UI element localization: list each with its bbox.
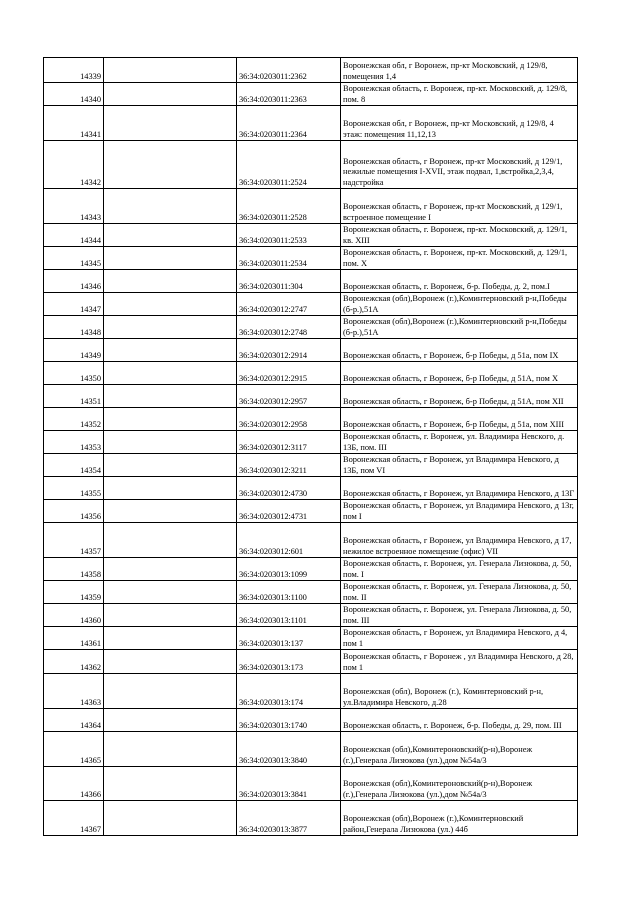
cadastral-number: 36:34:0203011:2524 [237, 141, 341, 189]
address-cell: Воронежская область, г Воронеж, пр-кт Московский, д 129/1, встроенное помещение I [341, 189, 578, 224]
table-row [44, 58, 578, 83]
address-cell: Воронежская область, г Воронеж, ул Владимира Невского, д 13Г [341, 477, 578, 500]
empty-cell [104, 224, 237, 247]
address-cell: Воронежская (обл), Воронеж (г.), Коминтерновский р-н, ул.Владимира Невского, д.28 [341, 674, 578, 709]
empty-cell [104, 189, 237, 224]
cadastral-number: 36:34:0203013:173 [237, 650, 341, 674]
address-cell: Воронежская (обл),Воронеж (г.),Коминтерновский район,Генерала Лизюкова (ул.) 44б [341, 801, 578, 836]
address-cell: Воронежская область, г Воронеж, ул Владимира Невского, д 13г, пом I [341, 500, 578, 523]
empty-cell [104, 627, 237, 650]
empty-cell [104, 674, 237, 709]
address-cell: Воронежская обл, г Воронеж, пр-кт Московский, д 129/8, помещения 1,4 [341, 58, 578, 83]
table-row [44, 674, 578, 709]
cadastral-number: 36:34:0203012:4731 [237, 500, 341, 523]
row-number: 14348 [44, 316, 104, 339]
row-number: 14351 [44, 385, 104, 408]
empty-cell [104, 431, 237, 454]
empty-cell [104, 362, 237, 385]
table-row [44, 224, 578, 247]
address-cell: Воронежская область, г Воронеж, ул Владимира Невского, д 17, нежилое встроенное помещение (офис) VII [341, 523, 578, 558]
row-number: 14350 [44, 362, 104, 385]
address-cell: Воронежская область, г Воронеж, ул Владимира Невского, д 13Б, пом VI [341, 454, 578, 477]
empty-cell [104, 709, 237, 732]
table-row [44, 650, 578, 674]
address-cell: Воронежская область, г. Воронеж, ул. Генерала Лизюкова, д. 50, пом. II [341, 581, 578, 604]
table-row [44, 83, 578, 106]
address-cell: Воронежская (обл),Коминтероновский(р-н),Воронеж (г.),Генерала Лизюкова (ул.),дом №54а/3 [341, 767, 578, 801]
empty-cell [104, 500, 237, 523]
empty-cell [104, 106, 237, 141]
row-number: 14360 [44, 604, 104, 627]
row-number: 14347 [44, 293, 104, 316]
empty-cell [104, 385, 237, 408]
row-number: 14339 [44, 58, 104, 83]
empty-cell [104, 408, 237, 431]
address-cell: Воронежская область, г. Воронеж, ул. Генерала Лизюкова, д. 50, пом. I [341, 558, 578, 581]
address-cell: Воронежская (обл),Коминтероновский(р-н),Воронеж (г.),Генерала Лизюкова (ул.),дом №54а/3 [341, 732, 578, 767]
cadastral-number: 36:34:0203012:2915 [237, 362, 341, 385]
empty-cell [104, 558, 237, 581]
address-cell: Воронежская область, г Воронеж, б-р Победы, д 51А, пом XII [341, 385, 578, 408]
address-cell: Воронежская обл, г Воронеж, пр-кт Московский, д 129/8, 4 этаж: помещения 11,12,13 [341, 106, 578, 141]
empty-cell [104, 477, 237, 500]
address-cell: Воронежская область, г Воронеж, б-р Победы, д 51А, пом X [341, 362, 578, 385]
row-number: 14340 [44, 83, 104, 106]
cadastral-number: 36:34:0203013:1099 [237, 558, 341, 581]
table-row [44, 293, 578, 316]
table-row [44, 500, 578, 523]
row-number: 14366 [44, 767, 104, 801]
table-row [44, 801, 578, 836]
cadastral-number: 36:34:0203012:2914 [237, 339, 341, 362]
empty-cell [104, 339, 237, 362]
address-cell: Воронежская область, г. Воронеж, пр-кт. Московский, д. 129/1, кв. XIII [341, 224, 578, 247]
empty-cell [104, 454, 237, 477]
empty-cell [104, 581, 237, 604]
cadastral-number: 36:34:0203013:174 [237, 674, 341, 709]
empty-cell [104, 247, 237, 270]
cadastral-number: 36:34:0203011:2364 [237, 106, 341, 141]
empty-cell [104, 523, 237, 558]
cadastral-number: 36:34:0203013:1101 [237, 604, 341, 627]
cadastral-number: 36:34:0203013:1100 [237, 581, 341, 604]
table-row [44, 709, 578, 732]
cadastral-number: 36:34:0203013:3840 [237, 732, 341, 767]
cadastral-number: 36:34:0203012:2748 [237, 316, 341, 339]
cadastral-number: 36:34:0203012:2747 [237, 293, 341, 316]
table-row [44, 627, 578, 650]
row-number: 14355 [44, 477, 104, 500]
row-number: 14364 [44, 709, 104, 732]
row-number: 14354 [44, 454, 104, 477]
row-number: 14349 [44, 339, 104, 362]
cadastral-number: 36:34:0203012:3211 [237, 454, 341, 477]
table-row [44, 316, 578, 339]
empty-cell [104, 58, 237, 83]
row-number: 14342 [44, 141, 104, 189]
cadastral-number: 36:34:0203012:601 [237, 523, 341, 558]
cadastral-number: 36:34:0203012:3117 [237, 431, 341, 454]
table-row [44, 385, 578, 408]
table-row [44, 247, 578, 270]
address-cell: Воронежская область, г Воронеж, б-р Победы, д 51а, пом XIII [341, 408, 578, 431]
empty-cell [104, 767, 237, 801]
cadastral-number: 36:34:0203013:137 [237, 627, 341, 650]
empty-cell [104, 732, 237, 767]
table-row [44, 270, 578, 293]
cadastral-number: 36:34:0203011:2362 [237, 58, 341, 83]
table-row [44, 604, 578, 627]
table-row [44, 431, 578, 454]
empty-cell [104, 293, 237, 316]
address-cell: Воронежская область, г Воронеж , ул Владимира Невского, д 28, пом 1 [341, 650, 578, 674]
address-cell: Воронежская область, г. Воронеж, б-р. Победы, д. 29, пом. III [341, 709, 578, 732]
cadastral-number: 36:34:0203012:2958 [237, 408, 341, 431]
empty-cell [104, 801, 237, 836]
address-cell: Воронежская (обл),Воронеж (г.),Коминтерновский р-н,Победы (б-р.),51А [341, 293, 578, 316]
row-number: 14344 [44, 224, 104, 247]
table-row [44, 106, 578, 141]
row-number: 14343 [44, 189, 104, 224]
table-row [44, 581, 578, 604]
empty-cell [104, 141, 237, 189]
cadastral-number: 36:34:0203011:2363 [237, 83, 341, 106]
cadastral-number: 36:34:0203011:2534 [237, 247, 341, 270]
table-row [44, 454, 578, 477]
row-number: 14362 [44, 650, 104, 674]
cadastral-number: 36:34:0203011:2528 [237, 189, 341, 224]
cadastral-number: 36:34:0203011:304 [237, 270, 341, 293]
cadastral-number: 36:34:0203013:1740 [237, 709, 341, 732]
row-number: 14358 [44, 558, 104, 581]
table-row [44, 408, 578, 431]
row-number: 14367 [44, 801, 104, 836]
table-row [44, 339, 578, 362]
row-number: 14341 [44, 106, 104, 141]
empty-cell [104, 604, 237, 627]
row-number: 14365 [44, 732, 104, 767]
row-number: 14356 [44, 500, 104, 523]
empty-cell [104, 83, 237, 106]
cadastral-number: 36:34:0203011:2533 [237, 224, 341, 247]
row-number: 14352 [44, 408, 104, 431]
table-row [44, 362, 578, 385]
table-row [44, 141, 578, 189]
address-cell: Воронежская область, г. Воронеж, ул. Генерала Лизюкова, д. 50, пом. III [341, 604, 578, 627]
address-cell: Воронежская область, г Воронеж, б-р Победы, д 51а, пом IX [341, 339, 578, 362]
address-cell: Воронежская область, г. Воронеж, ул. Владимира Невского, д. 13Б, пом. III [341, 431, 578, 454]
table-row [44, 523, 578, 558]
row-number: 14346 [44, 270, 104, 293]
table-row [44, 477, 578, 500]
row-number: 14345 [44, 247, 104, 270]
property-register-table [43, 57, 578, 836]
address-cell: Воронежская область, г. Воронеж, пр-кт. Московский, д. 129/1, пом. X [341, 247, 578, 270]
address-cell: Воронежская область, г. Воронеж, б-р. Победы, д. 2, пом.I [341, 270, 578, 293]
row-number: 14359 [44, 581, 104, 604]
address-cell: Воронежская (обл),Воронеж (г.),Коминтерновский р-н,Победы (б-р.),51А [341, 316, 578, 339]
cadastral-number: 36:34:0203012:2957 [237, 385, 341, 408]
cadastral-number: 36:34:0203012:4730 [237, 477, 341, 500]
cadastral-number: 36:34:0203013:3841 [237, 767, 341, 801]
address-cell: Воронежская область, г Воронеж, пр-кт Московский, д 129/1, нежилые помещения I-XVII, этаж подвал, 1,встройка,2,3,4, надстройка [341, 141, 578, 189]
address-cell: Воронежская область, г. Воронеж, пр-кт. Московский, д. 129/8, пом. 8 [341, 83, 578, 106]
cadastral-number: 36:34:0203013:3877 [237, 801, 341, 836]
address-cell: Воронежская область, г Воронеж, ул Владимира Невского, д 4, пом 1 [341, 627, 578, 650]
row-number: 14357 [44, 523, 104, 558]
table-row [44, 767, 578, 801]
row-number: 14363 [44, 674, 104, 709]
row-number: 14353 [44, 431, 104, 454]
empty-cell [104, 316, 237, 339]
table-row [44, 189, 578, 224]
row-number: 14361 [44, 627, 104, 650]
empty-cell [104, 270, 237, 293]
table-row [44, 558, 578, 581]
empty-cell [104, 650, 237, 674]
table-row [44, 732, 578, 767]
